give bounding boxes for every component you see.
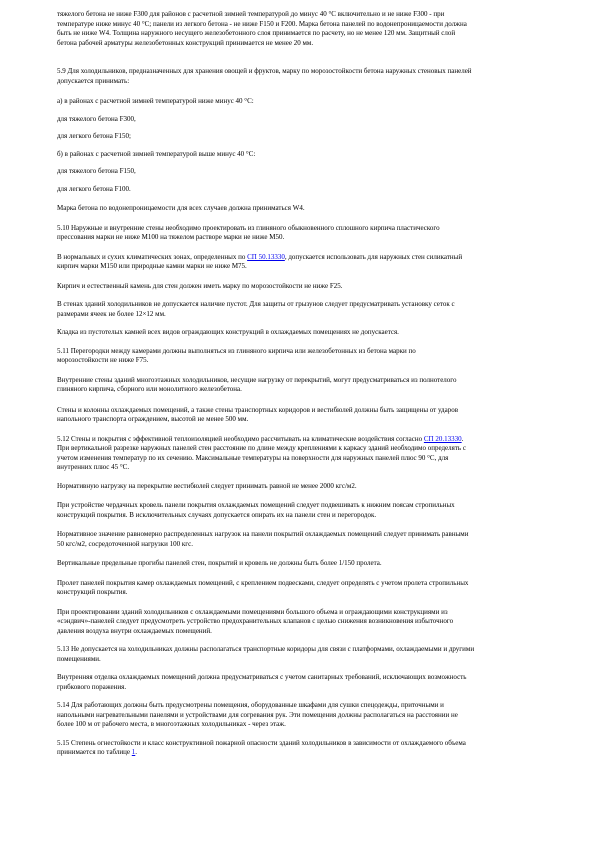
paragraph-line: внутренних плюс 45 °С.	[57, 463, 130, 471]
paragraph-line: глиняного кирпича, сборного или монолитного железобетона.	[57, 385, 242, 393]
paragraph-line: а) в районах с расчетной зимней температурой ниже минус 40 °С:	[57, 97, 254, 105]
paragraph-line: размерами ячеек не более 12×12 мм.	[57, 309, 166, 318]
paragraph-line: Марка бетона по водонепроницаемости для всех случаев должна приниматься W4.	[57, 204, 305, 212]
paragraph-line: 5.15 Степень огнестойкости и класс конструктивной пожарной опасности зданий холодильников в зависимости от охлаждаемого объема	[57, 738, 466, 747]
paragraph-p-5-9	[57, 67, 575, 86]
paragraph-p-a	[57, 97, 575, 107]
paragraph-line: быть не ниже W4. Толщина наружного несущего железобетонного слоя принимается по расчету, но не менее 120 мм. Защитный слой	[57, 29, 456, 37]
paragraph-line: Стены и колонны охлаждаемых помещений, а также стены транспортных коридоров и вестибюлей должны быть защищены от ударов	[57, 405, 459, 414]
paragraph-line: 5.13 Не допускается на холодильниках должны располагаться транспортные коридоры для связи с платформами, охлаждаемыми и другими	[57, 645, 475, 653]
paragraph-line: напольного транспорта ограждением, высотой не менее 500 мм.	[57, 415, 249, 423]
paragraph-line: При вертикальной разрезке наружных панелей стен расстояние по длине между креплениями к каркасу зданий необходимо определять с	[57, 444, 466, 452]
paragraph-line: кирпич марки М150 или природные камни марки не ниже М75.	[57, 262, 247, 270]
paragraph-line: для легкого бетона F100.	[57, 184, 131, 193]
paragraph-line: тяжелого бетона не ниже F300 для районов с расчетной зимней температурой до минус 40 °С включительно и не ниже F300 - при	[57, 10, 445, 18]
paragraph-line: 5.9 Для холодильников, предназначенных для хранения овощей и фруктов, марку по морозостойкости бетона наружных стеновых панелей	[57, 67, 472, 75]
paragraph-p-brick	[57, 282, 575, 292]
paragraph-p-walls	[57, 406, 575, 425]
paragraph-p-5-14	[57, 701, 575, 730]
paragraph-line: 5.14 Для работающих должны быть предусмотрены помещения, оборудованные шкафами для сушки спецодежды, приточными и	[57, 701, 444, 709]
paragraph-line: допускается принимать:	[57, 76, 130, 85]
paragraph-line: 5.10 Наружные и внутренние стены необходимо проектировать из глиняного обыкновенного сплошного кирпича пластического	[57, 223, 440, 232]
paragraph-p-norm	[57, 530, 575, 549]
paragraph-p-5-11	[57, 347, 575, 366]
paragraph-line: для тяжелого бетона F300,	[57, 114, 136, 123]
reference-link[interactable]: СП 20.13330	[423, 434, 462, 443]
paragraph-line: для легкого бетона F150;	[57, 132, 131, 140]
paragraph-line: Кладка из пустотелых камней всех видов ограждающих конструкций в охлаждаемых помещениях не допускается.	[57, 328, 399, 336]
paragraph-line: Внутренняя отделка охлаждаемых помещений должна предусматриваться с учетом санитарных требований, исключающих возможность	[57, 673, 467, 681]
paragraph-line: В нормальных и сухих климатических зонах, определенных по СП 50.13330, допускается использовать для наружных стен силикатный	[57, 252, 463, 261]
paragraph-line: бетона рабочей арматуры железобетонных конструкций принимается не менее 20 мм.	[57, 38, 314, 47]
paragraph-p-cont	[57, 10, 575, 48]
paragraph-line: При проектировании зданий холодильников с охлаждаемыми помещениями большого объема и ограждающими конструкциями из	[57, 607, 448, 616]
paragraph-p-hollow	[57, 328, 575, 338]
paragraph-line: прессования марки не ниже М100 на тяжелом растворе марки не ниже М50.	[57, 233, 285, 241]
paragraph-line: для тяжелого бетона F150,	[57, 167, 136, 175]
paragraph-p-a1	[57, 115, 575, 125]
paragraph-p-5-15	[57, 739, 575, 758]
paragraph-p-b1	[57, 167, 575, 177]
paragraph-p-b2	[57, 185, 575, 195]
paragraph-p-design	[57, 608, 575, 637]
paragraph-line: Нормативную нагрузку на перекрытие вестибюлей следует принимать равной не менее 2000 кгс/м2.	[57, 481, 357, 490]
paragraph-line: температуре ниже минус 40 °С; панели из легкого бетона - не ниже F150 и F200. Марка бетона панелей по водонепроницаемости должна	[57, 19, 467, 28]
paragraph-line: учетом изменения температур по их сечению. Максимальные температуры на поверхности для наружных панелей плюс 90 °С, для	[57, 453, 449, 462]
paragraph-line: Кирпич и естественный камень для стен должен иметь марку по морозостойкости не ниже F25.	[57, 281, 343, 290]
paragraph-line: морозостойкости не ниже F75.	[57, 356, 149, 364]
paragraph-p-inner	[57, 376, 575, 395]
paragraph-line: 5.11 Перегородки между камерами должны выполняться из глиняного кирпича или железобетонных из бетона марки по	[57, 346, 416, 355]
paragraph-p-5-12	[57, 435, 575, 473]
paragraph-line: 5.12 Стены и покрытия с эффективной теплоизоляцией необходимо рассчитывать на климатические воздействия согласно СП 20.13330.	[57, 434, 464, 443]
paragraph-p-a2	[57, 132, 575, 142]
paragraph-p-load	[57, 482, 575, 492]
paragraph-line: конструкций покрытия. В исключительных случаях допускается опирать их на панели стен и перегородок.	[57, 510, 377, 519]
reference-link[interactable]: 1	[131, 748, 136, 756]
paragraph-line: 50 кгс/м2, сосредоточенной нагрузки 100 кгс.	[57, 539, 193, 548]
paragraph-line: давления воздуха внутри охлаждаемых помещений.	[57, 626, 212, 635]
paragraph-line: При устройстве чердачных кровель панели покрытия охлаждаемых помещений следует подвешивать к нижним поясам стропильных	[57, 501, 455, 509]
paragraph-line: Вертикальные предельные прогибы панелей стен, покрытий и кровель не должны быть более 1/150 пролета.	[57, 559, 382, 567]
paragraph-line: помещениями.	[57, 654, 101, 663]
paragraph-line: напольными нагревательными панелями и устройствами для согревания рук. Эти помещения должны располагаться на расстоянии не	[57, 710, 458, 719]
paragraph-line: принимается по таблице 1.	[57, 748, 138, 756]
paragraph-line: конструкций покрытия.	[57, 588, 128, 596]
paragraph-line: «сэндвич»-панелей следует предусмотреть устройство предохранительных клапанов с целью снижения возникновения избыточного	[57, 617, 454, 625]
paragraph-p-5-10	[57, 224, 575, 243]
paragraph-p-deflect	[57, 559, 575, 569]
paragraph-p-finish	[57, 673, 575, 692]
paragraph-line: Нормативное значение равномерно распределенных нагрузок на панели покрытий охлаждаемых помещений следует принимать равными	[57, 530, 469, 538]
paragraph-line: Внутренние стены зданий многоэтажных холодильников, несущие нагрузку от перекрытий, могут предусматриваться из полнотелого	[57, 375, 457, 384]
paragraph-p-span	[57, 579, 575, 598]
paragraph-p-w4	[57, 204, 575, 214]
paragraph-p-5-13	[57, 645, 575, 664]
paragraph-line: грибкового поражения.	[57, 682, 127, 691]
paragraph-line: б) в районах с расчетной зимней температурой выше минус 40 °С:	[57, 149, 256, 158]
paragraph-line: более 100 м от рабочего места, в многоэтажных холодильниках - через этаж.	[57, 720, 286, 728]
paragraph-p-b	[57, 150, 575, 160]
paragraph-line: Пролет панелей покрытия камер охлаждаемых помещений, с креплением подвесками, следует определять с учетом пролета стропильных	[57, 578, 469, 587]
reference-link[interactable]: СП 50.13330	[247, 252, 285, 261]
paragraph-p-climate	[57, 253, 575, 272]
paragraph-line: В стенах зданий холодильников не допускается наличие пустот. Для защиты от грызунов следует предусматривать установку сеток с	[57, 300, 455, 308]
paragraph-p-ceiling	[57, 501, 575, 520]
paragraph-p-voids	[57, 300, 575, 319]
